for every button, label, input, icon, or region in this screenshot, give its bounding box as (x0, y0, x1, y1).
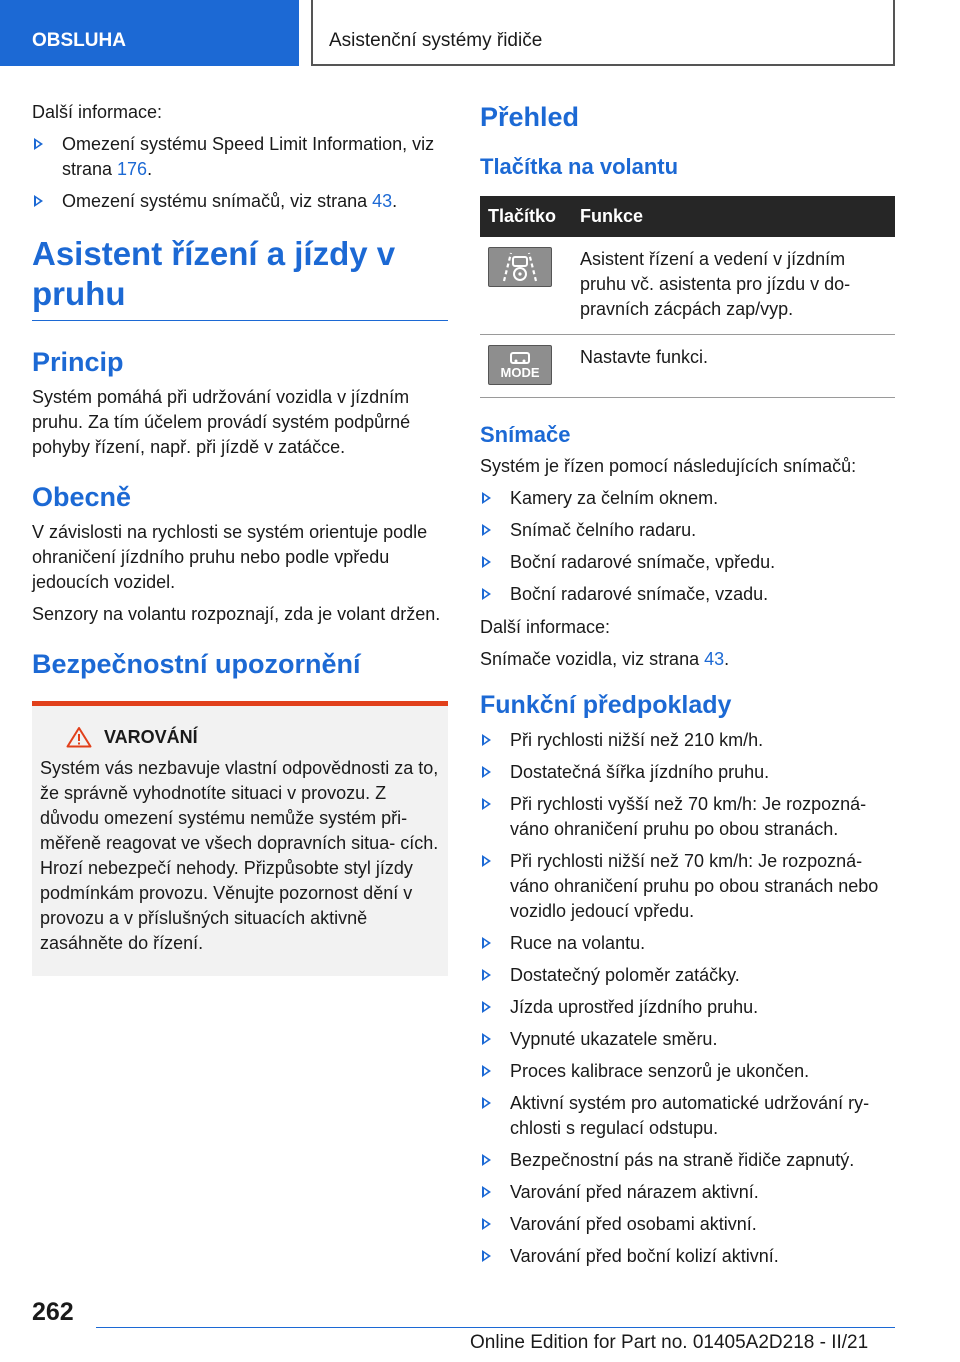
bullet-triangle-icon (482, 1097, 491, 1109)
list-item: Vypnuté ukazatele směru. (480, 1027, 895, 1052)
bullet-triangle-icon (34, 195, 43, 207)
list-item: Varování před boční kolizí aktivní. (480, 1244, 895, 1269)
page-link[interactable]: 176 (117, 159, 148, 179)
general-text-1: V závislosti na rychlosti se systém orientuje podle ohraničení jízdního pruhu nebo podle vpředu jedoucích vozidel. (32, 522, 428, 592)
bullet-triangle-icon (482, 798, 491, 810)
page-number: 262 (32, 1298, 74, 1326)
bullet-triangle-icon (482, 1218, 491, 1230)
function-cell: Nastavte funkci. (572, 335, 895, 398)
general-text-2: Senzory na volantu rozpoznají, zda je volant držen. (32, 604, 441, 624)
list-item: Kamery za čelním oknem. (480, 486, 895, 511)
bullet-triangle-icon (482, 1154, 491, 1166)
list-item: Při rychlosti nižší než 70 km/h: Je rozpozná- váno ohraničení pruhu po obou stranách nebo vozidlo jedoucí vpředu. (480, 849, 895, 924)
sensors-list (480, 486, 895, 607)
bullet-triangle-icon (482, 766, 491, 778)
list-item: Omezení systému snímačů, viz strana 43. (32, 189, 448, 214)
warning-title-row (40, 726, 440, 748)
list-item: Varování před osobami aktivní. (480, 1212, 895, 1237)
bullet-triangle-icon (482, 734, 491, 746)
list-item: Při rychlosti nižší než 210 km/h. (480, 728, 895, 753)
list-item: Omezení systému Speed Limit Information, viz strana 176. (32, 132, 448, 182)
list-item: Boční radarové snímače, vzadu. (480, 582, 895, 607)
bullet-triangle-icon (482, 969, 491, 981)
page-link[interactable]: 43 (372, 191, 393, 211)
left-column (32, 100, 448, 976)
buttons-table (480, 196, 895, 398)
preconditions-list (480, 728, 895, 1269)
bullet-triangle-icon (34, 138, 43, 150)
page-header (0, 0, 960, 66)
sensors-more-info: Snímače vozidla, viz strana 43. (480, 649, 730, 669)
table-header-row (480, 196, 895, 237)
list-item: Aktivní systém pro automatické udržování ry- chlosti s regulací odstupu. (480, 1091, 895, 1141)
bullet-triangle-icon (482, 937, 491, 949)
principle-text: Systém pomáhá při udržování vozidla v jízdním pruhu. Za tím účelem provádí systém podpůrné pohyby řízení, např. při jízdě v zatáčce. (32, 387, 411, 457)
bullet-triangle-icon (482, 1033, 491, 1045)
warning-triangle-icon (66, 726, 92, 748)
list-item: Varování před nárazem aktivní. (480, 1180, 895, 1205)
bullet-triangle-icon (482, 855, 491, 867)
wheel-buttons-heading: Tlačítka na volantu (480, 154, 679, 179)
edition-note: Online Edition for Part no. 01405A2D218 - II/21 (470, 1332, 869, 1353)
column-header-button: Tlačítko (480, 196, 572, 237)
mode-button-icon (488, 345, 552, 385)
safety-heading: Bezpečnostní upozornění (32, 649, 361, 679)
list-item: Proces kalibrace senzorů je ukončen. (480, 1059, 895, 1084)
bullet-triangle-icon (482, 1001, 491, 1013)
general-heading: Obecně (32, 482, 132, 512)
list-item: Dostatečná šířka jízdního pruhu. (480, 760, 895, 785)
sensors-more-info-label: Další informace: (480, 617, 611, 637)
page-link[interactable]: 43 (704, 649, 725, 669)
principle-heading: Princip (32, 347, 124, 377)
right-column (480, 100, 895, 1277)
list-item: Bezpečnostní pás na straně řidiče zapnutý. (480, 1148, 895, 1173)
page-title: Asistent řízení a jízdy v pruhu (32, 234, 448, 321)
warning-box (32, 701, 448, 976)
steering-assist-button-icon (488, 247, 552, 287)
list-item: Boční radarové snímače, vpředu. (480, 550, 895, 575)
more-info-list (32, 132, 448, 214)
bullet-triangle-icon (482, 524, 491, 536)
function-cell: Asistent řízení a vedení v jízdním pruhu vč. asistenta pro jízdu v do- pravních zácpách zap/vyp. (572, 237, 895, 335)
sensors-intro: Systém je řízen pomocí následujících snímačů: (480, 456, 857, 476)
mode-label: MODE (500, 365, 540, 380)
bullet-triangle-icon (482, 1065, 491, 1077)
list-item: Při rychlosti vyšší než 70 km/h: Je rozpozná- váno ohraničení pruhu po obou stranách. (480, 792, 895, 842)
bullet-triangle-icon (482, 492, 491, 504)
chapter-tab: Asistenční systémy řidiče (311, 0, 895, 66)
bullet-triangle-icon (482, 556, 491, 568)
warning-title: VAROVÁNÍ (104, 726, 198, 747)
list-item: Dostatečný poloměr zatáčky. (480, 963, 895, 988)
bullet-triangle-icon (482, 1186, 491, 1198)
list-item: Jízda uprostřed jízdního pruhu. (480, 995, 895, 1020)
table-row (480, 335, 895, 398)
table-row (480, 237, 895, 335)
sensors-heading: Snímače (480, 422, 571, 447)
section-tab: OBSLUHA (0, 0, 299, 66)
overview-heading: Přehled (480, 102, 580, 132)
warning-text: Systém vás nezbavuje vlastní odpovědnosti za to, že správně vyhodnotíte situaci v provozu. Z důvodu omezení systému nemůže systém při- měřeně reagovat ve všech dopravních situa- cích. Hrozí nebezpečí nehody. Přizpůsobte styl jízdy podmínkám provozu. Věnujte pozornost dění v provozu a v příslušných situacích aktivně zasáhněte do řízení. (40, 758, 439, 953)
column-header-function: Funkce (572, 196, 895, 237)
bullet-triangle-icon (482, 1250, 491, 1262)
list-item: Snímač čelního radaru. (480, 518, 895, 543)
list-item: Ruce na volantu. (480, 931, 895, 956)
more-info-label: Další informace: (32, 102, 163, 122)
preconditions-heading: Funkční předpoklady (480, 691, 732, 719)
bullet-triangle-icon (482, 588, 491, 600)
footer-divider (96, 1327, 895, 1328)
